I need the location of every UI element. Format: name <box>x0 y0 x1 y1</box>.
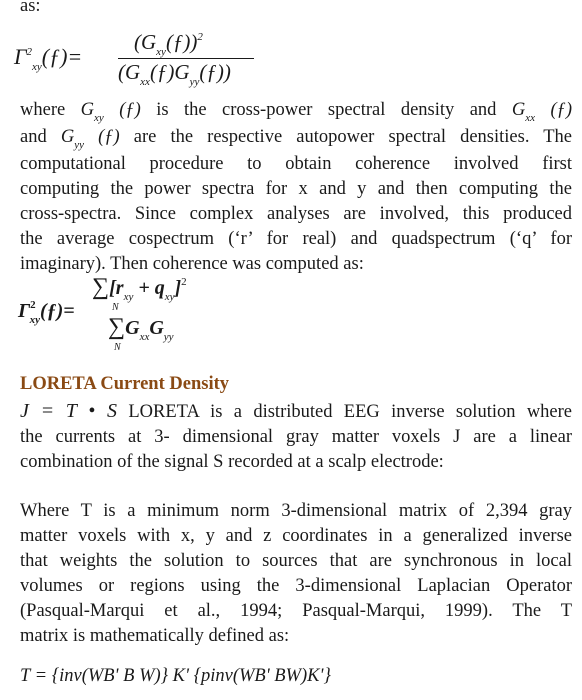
coherence-equation-1 <box>14 26 274 86</box>
p3-line-5: (Pasqual-Marqui et al., 1994; Pasqual-Marqui, 1999). The T <box>20 601 572 621</box>
eq1-lhs: $\Gamma^2_{xy}(ƒ)=$ <box>14 44 83 73</box>
paragraph-tmatrix <box>20 499 572 649</box>
coherence-equation-2 <box>18 274 238 354</box>
eq2-denominator: $\sum G_{xx}G_{yy}$ <box>108 314 174 343</box>
intro-fragment: as: <box>20 0 41 16</box>
p3-line-4: volumes or regions using the 3-dimensional Laplacian Operator <box>20 576 572 596</box>
section-heading: LORETA Current Density <box>20 374 229 394</box>
p2-line-1: J = T • S LORETA is a distributed EEG inverse solution where <box>20 400 573 422</box>
p1-line-5: cross-spectra. Since complex analyses are involved, this produced <box>20 204 572 224</box>
paragraph-coherence <box>20 98 572 277</box>
p2-line-3: combination of the signal S recorded at a scalp electrode: <box>20 452 444 472</box>
p1-line-3: computational procedure to obtain coherence involved first <box>20 154 572 174</box>
paragraph-loreta <box>20 399 572 475</box>
p2-line-2: the currents at 3- dimensional gray matter voxels J are a linear <box>20 427 572 447</box>
eq2-den-index: N <box>114 342 121 353</box>
p1-line-7: imaginary). Then coherence was computed as: <box>20 254 364 274</box>
p3-line-6: matrix is mathematically defined as: <box>20 626 290 646</box>
eq2-lhs: $\Gamma^2_{xy}(ƒ)=$ <box>18 299 75 326</box>
eq2-numerator: $\sum[r_{xy} + q_{xy}]^2$ <box>92 274 187 303</box>
p1-line-2: and $G_{yy}$ (ƒ) are the respective autopower spectral densities. The <box>20 127 572 151</box>
t-matrix-equation: T = {inv(WB' B W)} K' {pinv(WB' BW)K'} <box>20 666 331 686</box>
eq1-denominator: $(G_{xx}(ƒ)G_{yy}(ƒ))$ <box>118 60 231 88</box>
p3-line-2: matter voxels with x, y and z coordinates in a generalized inverse <box>20 526 572 546</box>
eq2-num-index: N <box>112 302 119 313</box>
eq1-numerator: $(G_{xy}(ƒ))^2$ <box>134 30 203 58</box>
p1-line-4: computing the power spectra for x and y and then computing the <box>20 179 572 199</box>
p3-line-3: that weights the solution to sources that are synchronous in local <box>20 551 572 571</box>
p1-line-1: where $G_{xy}$ (ƒ) is the cross-power spectral density and $G_{xx}$ (ƒ) <box>20 100 573 124</box>
p3-line-1: Where T is a minimum norm 3-dimensional matrix of 2,394 gray <box>20 501 572 521</box>
p1-line-6: the average cospectrum (‘r’ for real) and quadspectrum (‘q’ for <box>20 229 572 249</box>
